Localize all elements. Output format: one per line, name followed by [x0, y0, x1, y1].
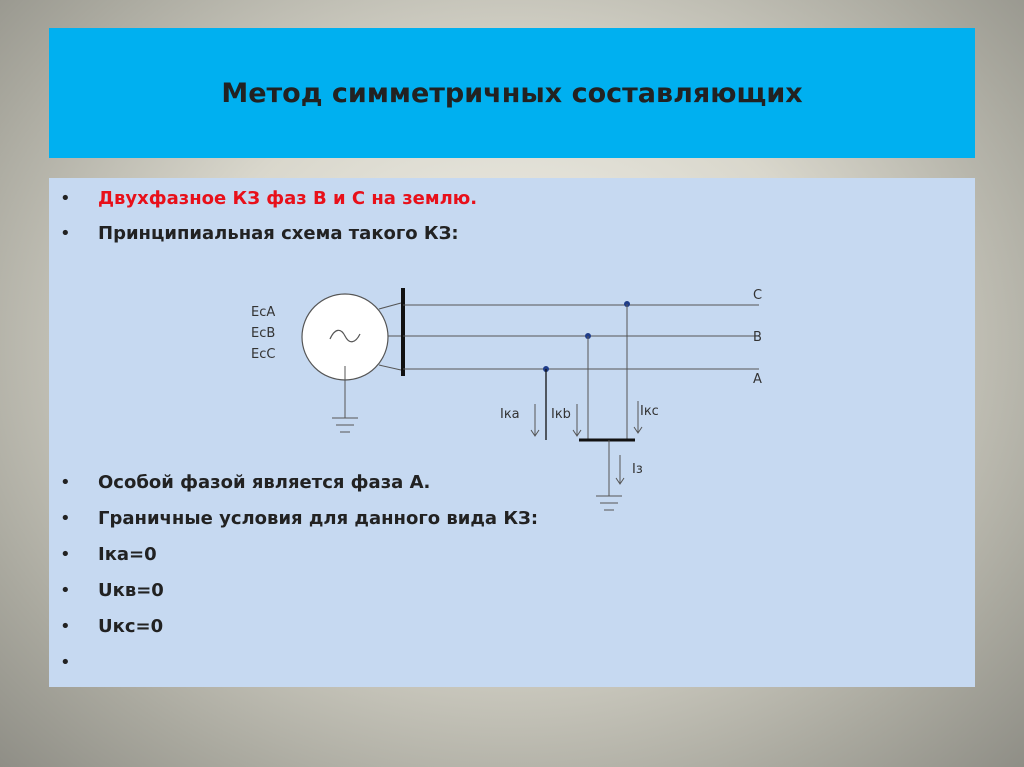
- bullet-text: Двухфазное КЗ фаз В и С на землю.: [98, 188, 478, 209]
- bullet-text: Граничные условия для данного вида КЗ:: [98, 508, 539, 529]
- bullet-marker: •: [60, 616, 71, 637]
- bullet-text: Принципиальная схема такого КЗ:: [98, 223, 459, 244]
- source-label-c: EcC: [251, 347, 276, 362]
- bullet-marker: •: [60, 188, 71, 209]
- current-label-ikc: Iкc: [640, 404, 659, 419]
- circuit-diagram: [49, 178, 975, 687]
- current-label-ikb: Iкb: [551, 407, 571, 422]
- bullet-marker: •: [60, 223, 71, 244]
- current-label-ika: Iкa: [500, 407, 520, 422]
- phase-label-c: C: [753, 288, 763, 303]
- source-label-a: EcA: [251, 305, 276, 320]
- slide-title: Метод симметричных составляющих: [221, 77, 803, 109]
- bullet-marker: •: [60, 580, 71, 601]
- bullet-text: Uкв=0: [98, 580, 164, 601]
- phase-label-a: A: [753, 372, 762, 387]
- source-label-b: EcB: [251, 326, 276, 341]
- bullet-marker: •: [60, 472, 71, 493]
- title-bar: [49, 28, 975, 158]
- bullet-text: Uкс=0: [98, 616, 164, 637]
- bullet-marker: •: [60, 508, 71, 529]
- bullet-text: Iка=0: [98, 544, 157, 565]
- bullet-marker: •: [60, 544, 71, 565]
- bullet-text: Особой фазой является фаза А.: [98, 472, 431, 493]
- bullet-marker: •: [60, 652, 71, 673]
- generator-lead-a: [379, 365, 401, 370]
- generator-lead-c: [379, 303, 401, 309]
- current-label-iz: Iз: [632, 462, 643, 477]
- content-panel: [49, 178, 975, 687]
- phase-label-b: B: [753, 330, 762, 345]
